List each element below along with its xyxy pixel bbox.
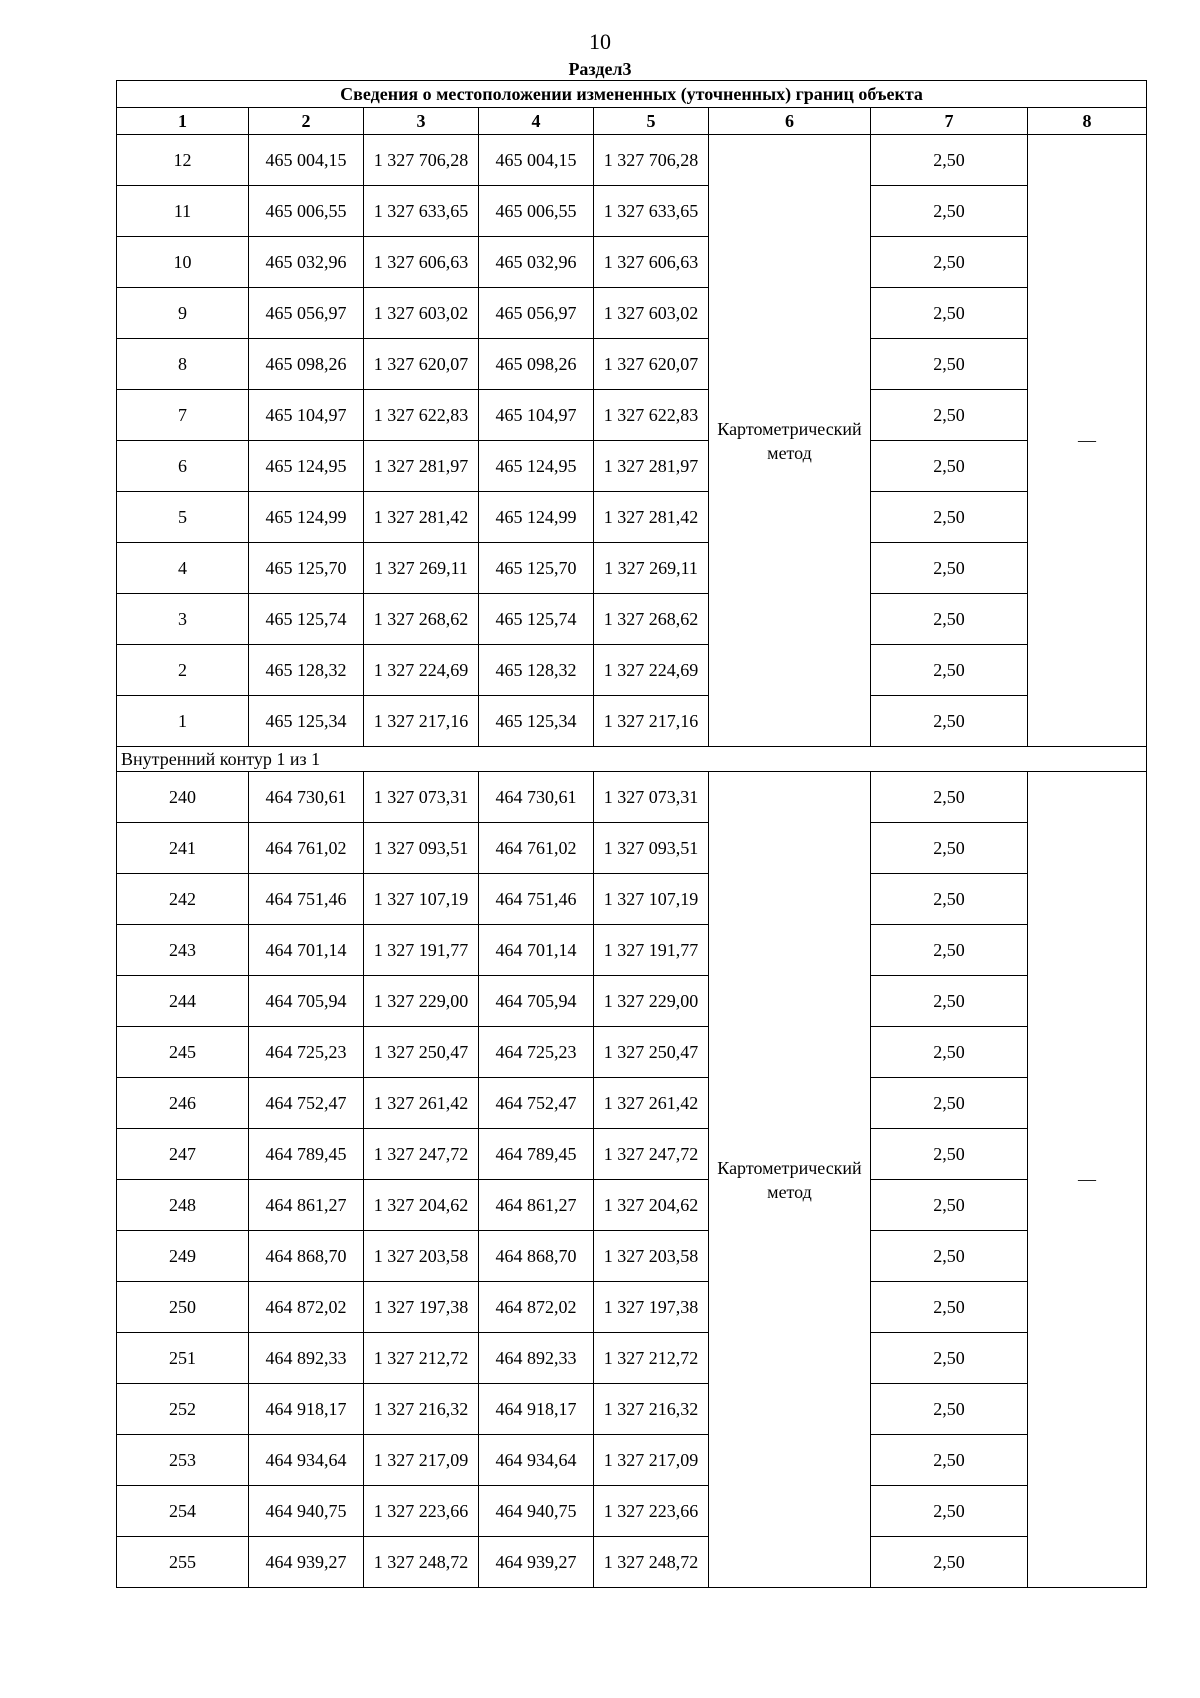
x-new-cell: 464 730,61 bbox=[479, 772, 594, 823]
x-old-cell: 464 730,61 bbox=[249, 772, 364, 823]
x-new-cell: 464 861,27 bbox=[479, 1180, 594, 1231]
x-old-cell: 464 872,02 bbox=[249, 1282, 364, 1333]
x-old-cell: 464 725,23 bbox=[249, 1027, 364, 1078]
page-number: 10 bbox=[589, 29, 611, 54]
y-old-cell: 1 327 281,42 bbox=[364, 492, 479, 543]
y-old-cell: 1 327 107,19 bbox=[364, 874, 479, 925]
table-row bbox=[117, 441, 1147, 492]
accuracy-cell: 2,50 bbox=[871, 1282, 1028, 1333]
point-number-cell: 10 bbox=[117, 237, 249, 288]
y-new-cell: 1 327 247,72 bbox=[594, 1129, 709, 1180]
column8-cell: — bbox=[1028, 772, 1147, 1588]
y-new-cell: 1 327 204,62 bbox=[594, 1180, 709, 1231]
x-old-cell: 464 940,75 bbox=[249, 1486, 364, 1537]
table-body bbox=[117, 135, 1147, 1588]
table-row bbox=[117, 645, 1147, 696]
accuracy-cell: 2,50 bbox=[871, 594, 1028, 645]
accuracy-cell: 2,50 bbox=[871, 925, 1028, 976]
accuracy-cell: 2,50 bbox=[871, 492, 1028, 543]
y-new-cell: 1 327 248,72 bbox=[594, 1537, 709, 1588]
table-row bbox=[117, 1537, 1147, 1588]
x-old-cell: 465 124,99 bbox=[249, 492, 364, 543]
y-old-cell: 1 327 203,58 bbox=[364, 1231, 479, 1282]
x-new-cell: 464 789,45 bbox=[479, 1129, 594, 1180]
point-number-cell: 3 bbox=[117, 594, 249, 645]
accuracy-cell: 2,50 bbox=[871, 339, 1028, 390]
point-number-cell: 8 bbox=[117, 339, 249, 390]
x-old-cell: 465 125,34 bbox=[249, 696, 364, 747]
y-old-cell: 1 327 620,07 bbox=[364, 339, 479, 390]
point-number-cell: 6 bbox=[117, 441, 249, 492]
column-number-header: 2 bbox=[249, 108, 364, 135]
x-old-cell: 465 104,97 bbox=[249, 390, 364, 441]
accuracy-cell: 2,50 bbox=[871, 645, 1028, 696]
table-row bbox=[117, 874, 1147, 925]
x-new-cell: 465 124,95 bbox=[479, 441, 594, 492]
table-row bbox=[117, 976, 1147, 1027]
x-new-cell: 464 752,47 bbox=[479, 1078, 594, 1129]
y-new-cell: 1 327 093,51 bbox=[594, 823, 709, 874]
y-new-cell: 1 327 203,58 bbox=[594, 1231, 709, 1282]
accuracy-cell: 2,50 bbox=[871, 1027, 1028, 1078]
x-new-cell: 465 128,32 bbox=[479, 645, 594, 696]
point-number-cell: 9 bbox=[117, 288, 249, 339]
accuracy-cell: 2,50 bbox=[871, 1231, 1028, 1282]
accuracy-cell: 2,50 bbox=[871, 1129, 1028, 1180]
x-old-cell: 465 098,26 bbox=[249, 339, 364, 390]
column-number-header: 5 bbox=[594, 108, 709, 135]
table-row bbox=[117, 237, 1147, 288]
table-row bbox=[117, 1231, 1147, 1282]
point-number-cell: 4 bbox=[117, 543, 249, 594]
table-row bbox=[117, 696, 1147, 747]
x-new-cell: 464 872,02 bbox=[479, 1282, 594, 1333]
y-new-cell: 1 327 622,83 bbox=[594, 390, 709, 441]
x-old-cell: 464 751,46 bbox=[249, 874, 364, 925]
point-number-cell: 251 bbox=[117, 1333, 249, 1384]
table-row bbox=[117, 288, 1147, 339]
point-number-cell: 1 bbox=[117, 696, 249, 747]
point-number-cell: 252 bbox=[117, 1384, 249, 1435]
y-old-cell: 1 327 633,65 bbox=[364, 186, 479, 237]
y-new-cell: 1 327 603,02 bbox=[594, 288, 709, 339]
accuracy-cell: 2,50 bbox=[871, 135, 1028, 186]
x-old-cell: 464 892,33 bbox=[249, 1333, 364, 1384]
contour-label: Внутренний контур 1 из 1 bbox=[117, 747, 1147, 772]
x-new-cell: 465 125,34 bbox=[479, 696, 594, 747]
y-new-cell: 1 327 268,62 bbox=[594, 594, 709, 645]
y-new-cell: 1 327 229,00 bbox=[594, 976, 709, 1027]
point-number-cell: 245 bbox=[117, 1027, 249, 1078]
x-new-cell: 465 125,70 bbox=[479, 543, 594, 594]
accuracy-cell: 2,50 bbox=[871, 696, 1028, 747]
y-old-cell: 1 327 191,77 bbox=[364, 925, 479, 976]
x-old-cell: 464 761,02 bbox=[249, 823, 364, 874]
table-row bbox=[117, 823, 1147, 874]
section-title: Раздел3 bbox=[568, 59, 632, 79]
y-new-cell: 1 327 706,28 bbox=[594, 135, 709, 186]
point-number-cell: 12 bbox=[117, 135, 249, 186]
point-number-cell: 250 bbox=[117, 1282, 249, 1333]
accuracy-cell: 2,50 bbox=[871, 543, 1028, 594]
y-old-cell: 1 327 247,72 bbox=[364, 1129, 479, 1180]
column-number-header: 1 bbox=[117, 108, 249, 135]
column-number-row bbox=[117, 108, 1147, 135]
y-old-cell: 1 327 250,47 bbox=[364, 1027, 479, 1078]
y-old-cell: 1 327 261,42 bbox=[364, 1078, 479, 1129]
table-row bbox=[117, 1129, 1147, 1180]
table-row bbox=[117, 186, 1147, 237]
accuracy-cell: 2,50 bbox=[871, 976, 1028, 1027]
table-row bbox=[117, 339, 1147, 390]
table-row bbox=[117, 1180, 1147, 1231]
accuracy-cell: 2,50 bbox=[871, 390, 1028, 441]
y-old-cell: 1 327 622,83 bbox=[364, 390, 479, 441]
y-new-cell: 1 327 261,42 bbox=[594, 1078, 709, 1129]
column-number-header: 8 bbox=[1028, 108, 1147, 135]
x-old-cell: 464 752,47 bbox=[249, 1078, 364, 1129]
y-old-cell: 1 327 248,72 bbox=[364, 1537, 479, 1588]
table-row bbox=[117, 594, 1147, 645]
y-old-cell: 1 327 606,63 bbox=[364, 237, 479, 288]
x-old-cell: 464 701,14 bbox=[249, 925, 364, 976]
column-number-header: 6 bbox=[709, 108, 871, 135]
contour-label-row bbox=[117, 747, 1147, 772]
x-new-cell: 465 006,55 bbox=[479, 186, 594, 237]
x-new-cell: 464 934,64 bbox=[479, 1435, 594, 1486]
table-row bbox=[117, 390, 1147, 441]
y-new-cell: 1 327 073,31 bbox=[594, 772, 709, 823]
y-old-cell: 1 327 073,31 bbox=[364, 772, 479, 823]
y-old-cell: 1 327 229,00 bbox=[364, 976, 479, 1027]
x-old-cell: 465 125,70 bbox=[249, 543, 364, 594]
x-old-cell: 465 128,32 bbox=[249, 645, 364, 696]
accuracy-cell: 2,50 bbox=[871, 1180, 1028, 1231]
accuracy-cell: 2,50 bbox=[871, 1384, 1028, 1435]
y-old-cell: 1 327 281,97 bbox=[364, 441, 479, 492]
y-old-cell: 1 327 223,66 bbox=[364, 1486, 479, 1537]
y-old-cell: 1 327 197,38 bbox=[364, 1282, 479, 1333]
x-new-cell: 465 124,99 bbox=[479, 492, 594, 543]
accuracy-cell: 2,50 bbox=[871, 772, 1028, 823]
point-number-cell: 255 bbox=[117, 1537, 249, 1588]
y-old-cell: 1 327 269,11 bbox=[364, 543, 479, 594]
y-old-cell: 1 327 204,62 bbox=[364, 1180, 479, 1231]
accuracy-cell: 2,50 bbox=[871, 1537, 1028, 1588]
x-old-cell: 464 934,64 bbox=[249, 1435, 364, 1486]
x-old-cell: 465 032,96 bbox=[249, 237, 364, 288]
table-row bbox=[117, 1282, 1147, 1333]
column-number-header: 3 bbox=[364, 108, 479, 135]
point-number-cell: 254 bbox=[117, 1486, 249, 1537]
x-new-cell: 464 751,46 bbox=[479, 874, 594, 925]
y-new-cell: 1 327 269,11 bbox=[594, 543, 709, 594]
y-new-cell: 1 327 223,66 bbox=[594, 1486, 709, 1537]
accuracy-cell: 2,50 bbox=[871, 1486, 1028, 1537]
x-old-cell: 465 124,95 bbox=[249, 441, 364, 492]
x-new-cell: 464 868,70 bbox=[479, 1231, 594, 1282]
x-new-cell: 465 104,97 bbox=[479, 390, 594, 441]
table-row bbox=[117, 1384, 1147, 1435]
y-old-cell: 1 327 217,09 bbox=[364, 1435, 479, 1486]
table-row bbox=[117, 543, 1147, 594]
y-old-cell: 1 327 216,32 bbox=[364, 1384, 479, 1435]
y-new-cell: 1 327 281,97 bbox=[594, 441, 709, 492]
y-new-cell: 1 327 212,72 bbox=[594, 1333, 709, 1384]
y-new-cell: 1 327 633,65 bbox=[594, 186, 709, 237]
column-number-header: 7 bbox=[871, 108, 1028, 135]
table-row bbox=[117, 135, 1147, 186]
accuracy-cell: 2,50 bbox=[871, 237, 1028, 288]
method-cell: Картометрический метод bbox=[709, 135, 871, 747]
table-row bbox=[117, 1435, 1147, 1486]
y-new-cell: 1 327 620,07 bbox=[594, 339, 709, 390]
point-number-cell: 5 bbox=[117, 492, 249, 543]
y-old-cell: 1 327 093,51 bbox=[364, 823, 479, 874]
point-number-cell: 11 bbox=[117, 186, 249, 237]
x-new-cell: 464 725,23 bbox=[479, 1027, 594, 1078]
table-row bbox=[117, 925, 1147, 976]
y-new-cell: 1 327 217,09 bbox=[594, 1435, 709, 1486]
y-old-cell: 1 327 212,72 bbox=[364, 1333, 479, 1384]
x-old-cell: 465 006,55 bbox=[249, 186, 364, 237]
x-new-cell: 465 032,96 bbox=[479, 237, 594, 288]
accuracy-cell: 2,50 bbox=[871, 1435, 1028, 1486]
x-new-cell: 465 125,74 bbox=[479, 594, 594, 645]
y-old-cell: 1 327 217,16 bbox=[364, 696, 479, 747]
y-old-cell: 1 327 224,69 bbox=[364, 645, 479, 696]
point-number-cell: 243 bbox=[117, 925, 249, 976]
x-old-cell: 465 004,15 bbox=[249, 135, 364, 186]
x-old-cell: 464 939,27 bbox=[249, 1537, 364, 1588]
x-new-cell: 464 939,27 bbox=[479, 1537, 594, 1588]
point-number-cell: 242 bbox=[117, 874, 249, 925]
x-old-cell: 465 056,97 bbox=[249, 288, 364, 339]
point-number-cell: 244 bbox=[117, 976, 249, 1027]
point-number-cell: 240 bbox=[117, 772, 249, 823]
y-new-cell: 1 327 250,47 bbox=[594, 1027, 709, 1078]
x-old-cell: 464 789,45 bbox=[249, 1129, 364, 1180]
y-old-cell: 1 327 603,02 bbox=[364, 288, 479, 339]
x-old-cell: 465 125,74 bbox=[249, 594, 364, 645]
y-new-cell: 1 327 197,38 bbox=[594, 1282, 709, 1333]
column-number-header: 4 bbox=[479, 108, 594, 135]
y-new-cell: 1 327 224,69 bbox=[594, 645, 709, 696]
x-new-cell: 464 892,33 bbox=[479, 1333, 594, 1384]
x-old-cell: 464 918,17 bbox=[249, 1384, 364, 1435]
y-new-cell: 1 327 606,63 bbox=[594, 237, 709, 288]
x-new-cell: 464 761,02 bbox=[479, 823, 594, 874]
y-old-cell: 1 327 706,28 bbox=[364, 135, 479, 186]
x-new-cell: 465 098,26 bbox=[479, 339, 594, 390]
point-number-cell: 241 bbox=[117, 823, 249, 874]
accuracy-cell: 2,50 bbox=[871, 441, 1028, 492]
table-row bbox=[117, 1333, 1147, 1384]
y-new-cell: 1 327 216,32 bbox=[594, 1384, 709, 1435]
table-row bbox=[117, 772, 1147, 823]
y-old-cell: 1 327 268,62 bbox=[364, 594, 479, 645]
accuracy-cell: 2,50 bbox=[871, 288, 1028, 339]
coordinates-table bbox=[116, 80, 1147, 1588]
x-old-cell: 464 705,94 bbox=[249, 976, 364, 1027]
x-new-cell: 465 004,15 bbox=[479, 135, 594, 186]
y-new-cell: 1 327 281,42 bbox=[594, 492, 709, 543]
point-number-cell: 249 bbox=[117, 1231, 249, 1282]
accuracy-cell: 2,50 bbox=[871, 823, 1028, 874]
point-number-cell: 2 bbox=[117, 645, 249, 696]
accuracy-cell: 2,50 bbox=[871, 1078, 1028, 1129]
x-new-cell: 464 940,75 bbox=[479, 1486, 594, 1537]
table-row bbox=[117, 492, 1147, 543]
table-row bbox=[117, 1027, 1147, 1078]
x-new-cell: 464 701,14 bbox=[479, 925, 594, 976]
x-old-cell: 464 861,27 bbox=[249, 1180, 364, 1231]
x-new-cell: 465 056,97 bbox=[479, 288, 594, 339]
table-row bbox=[117, 1078, 1147, 1129]
y-new-cell: 1 327 107,19 bbox=[594, 874, 709, 925]
x-old-cell: 464 868,70 bbox=[249, 1231, 364, 1282]
point-number-cell: 247 bbox=[117, 1129, 249, 1180]
y-new-cell: 1 327 191,77 bbox=[594, 925, 709, 976]
x-new-cell: 464 705,94 bbox=[479, 976, 594, 1027]
table-row bbox=[117, 1486, 1147, 1537]
point-number-cell: 7 bbox=[117, 390, 249, 441]
column8-cell: — bbox=[1028, 135, 1147, 747]
x-new-cell: 464 918,17 bbox=[479, 1384, 594, 1435]
accuracy-cell: 2,50 bbox=[871, 1333, 1028, 1384]
method-cell: Картометрический метод bbox=[709, 772, 871, 1588]
point-number-cell: 246 bbox=[117, 1078, 249, 1129]
accuracy-cell: 2,50 bbox=[871, 186, 1028, 237]
point-number-cell: 253 bbox=[117, 1435, 249, 1486]
point-number-cell: 248 bbox=[117, 1180, 249, 1231]
accuracy-cell: 2,50 bbox=[871, 874, 1028, 925]
y-new-cell: 1 327 217,16 bbox=[594, 696, 709, 747]
table-caption: Сведения о местоположении измененных (уточненных) границ объекта bbox=[117, 81, 1147, 108]
